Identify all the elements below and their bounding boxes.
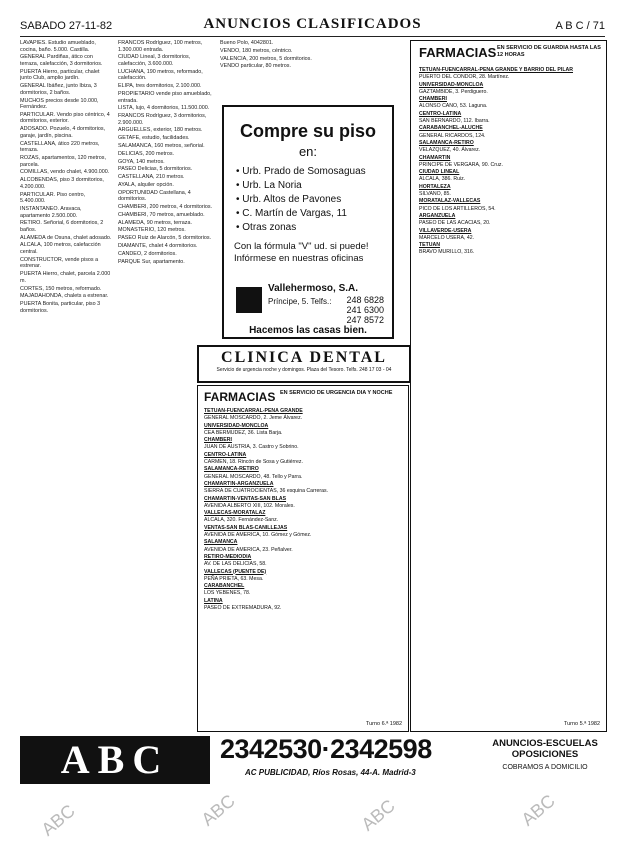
classified-ad: MAJADAHONDA, chalets a estrenar.: [20, 293, 109, 300]
pharmacy-entry: MARCELO USERA, 42.: [419, 234, 475, 241]
pharmacy-zone: SALAMANCA-RETIRO: [204, 466, 259, 473]
pharmacy-zone: HORTALEZA: [419, 183, 451, 190]
classified-ad: CANDEO, 2 dormitorios.: [118, 250, 177, 257]
pharmacy-entry: GENERAL MOSCARDO, 2. Jeme Álvarez.: [204, 415, 303, 422]
pharmacy-zone: ARGANZUELA: [419, 212, 456, 219]
pharmacy-entry: GENERAL MOSCARDO, 48. Tello y Parra.: [204, 473, 303, 480]
classified-ad: ALCALA, 100 metros, calefacción central.: [20, 242, 101, 256]
farmacias-urgencia-footnote: Turno 6.ª 1982: [365, 721, 402, 727]
pharmacy-zone: RETIRO-MEDIODIA: [204, 553, 252, 560]
ad-location-item: • C. Martín de Vargas, 11: [236, 208, 347, 219]
classified-ad: CORTES, 150 metros, reformado.: [20, 285, 102, 292]
ad-headline: Compre su piso: [239, 121, 377, 141]
classified-ad: VENDO particular, 80 metros.: [220, 63, 292, 70]
classified-ad: ALCOBENDAS, piso 3 dormitorios, 4.200.000.: [20, 177, 104, 190]
pharmacy-entry: PASEO DE EXTREMADURA, 92.: [204, 605, 282, 612]
pharmacy-zone: VALLECAS-MORATALAZ: [204, 510, 266, 517]
pharmacy-entry: PRINCIPE DE VERGARA, 90. Cruz.: [419, 161, 503, 168]
pharmacy-entry: LOS YEBENES, 78.: [204, 590, 251, 597]
pharmacy-zone: CHAMARTIN-VENTAS-SAN BLAS: [204, 495, 287, 502]
farmacias-guardia-subtitle: EN SERVICIO DE GUARDIA HASTA LAS 12 HORAS: [497, 45, 601, 58]
classified-ad: AYALA, alquiler opción.: [118, 181, 174, 188]
classifieds-column-3: [220, 40, 395, 100]
ad-slogan: Hacemos las casas bien.: [249, 325, 367, 336]
classified-ad: PARTICULAR. Piso centro, 5.400.000.: [20, 191, 86, 205]
page-header: [20, 14, 605, 37]
classified-ad: CHAMBERI, 70 metros, amueblado.: [118, 211, 205, 218]
classified-ad: SALAMANCA, 160 metros, señorial.: [118, 143, 205, 149]
classified-ad: DIAMANTE, chalet 4 dormitorios.: [118, 242, 198, 249]
classified-ad: ADOSADO. Pozuelo, 4 dormitorios, garaje, jardín, piscina.: [20, 126, 106, 139]
farmacias-guardia-footnote: Turno 5.ª 1982: [563, 721, 600, 727]
pharmacy-entry: CEA BERMUDEZ, 36. Lista Barja.: [204, 429, 283, 436]
watermark-1: ABC: [37, 800, 79, 840]
pharmacy-entry: GAZTAMBIDE, 3. Perdiguero.: [419, 88, 488, 95]
farmacias-urgencia-title: FARMACIAS: [204, 390, 276, 404]
classified-ad: MUCHOS precios desde 10.000, Fernández.: [20, 97, 99, 111]
schools-note: COBRAMOS A DOMICILIO: [502, 764, 588, 771]
footer-phones: 2342530·2342598: [220, 734, 432, 764]
classified-ad: PASEO Delicias, 5 dormitorios.: [118, 166, 193, 173]
pharmacy-entry: CARMEN, 18. Rincón de Sosa y Gutiérrez.: [204, 459, 303, 466]
classified-ad: ALAMEDA de Osuna, chalet adosado.: [20, 234, 112, 241]
pharmacy-entry: AV. DE LAS DELICIAS, 58.: [204, 561, 267, 568]
clinica-subtitle: Servicio de urgencia noche y domingos. Plaza del Tesoro. Telfs. 248 17 03 - 04: [216, 367, 392, 373]
farmacias-guardia-box: [410, 40, 607, 732]
phone-1: 248 6828: [346, 295, 384, 305]
header-date: SABADO 27-11-82: [20, 20, 113, 32]
farmacias-urgencia-subtitle: EN SERVICIO DE URGENCIA DIA Y NOCHE: [280, 390, 393, 396]
footer-ad: [20, 736, 605, 784]
classifieds-column-1: [20, 40, 112, 732]
classified-ad: FRANCOS Rodríguez, 3 dormitorios, 2.900.000.: [118, 113, 207, 126]
classified-ad: ROZAS, apartamentos, 120 metros, parcela.: [20, 155, 106, 168]
pharmacy-zone: CENTRO-LATINA: [419, 110, 462, 117]
classified-ad: ELIPA, tres dormitorios, 2.100.000.: [118, 83, 202, 90]
vallehermoso-ad: [222, 105, 394, 339]
ad-en: en:: [298, 144, 318, 159]
classified-ad: PROPIETARIO vende piso amueblado, entrada.: [118, 90, 212, 104]
pharmacy-entry: PASEO DE LAS ACACIAS, 20.: [419, 220, 491, 227]
ad-formula: Con la fórmula "V" ud. si puede! Infórmese en nuestras oficinas: [234, 241, 369, 264]
pharmacy-entry: AVENIDA DE AMERICA, 10. Gómez y Gómez.: [204, 532, 312, 539]
watermark-4: ABC: [517, 790, 559, 830]
pharmacy-zone: CHAMBERI: [419, 96, 447, 103]
classified-ad: PASEO Ruiz de Alarcón, 5 dormitorios.: [118, 235, 212, 242]
footer-schools: [485, 738, 605, 771]
pharmacy-zone: SALAMANCA: [204, 539, 238, 546]
ad-locations: [236, 165, 392, 235]
clinica-dental-ad: [197, 345, 411, 383]
pharmacy-entry: PEÑA PRIETA, 63. Mesa.: [204, 575, 264, 582]
classified-ad: VENDO, 180 metros, céntrico.: [220, 47, 293, 54]
pharmacy-zone: CHAMBERI: [204, 437, 232, 444]
phone-2: 241 6300: [346, 305, 384, 315]
classified-ad: COMILLAS, vendo chalet, 4.900.000.: [20, 169, 110, 176]
pharmacy-zone: TETUAN-FUENCARRAL-PEÑA GRANDE: [204, 408, 303, 414]
pharmacy-entry: AVENIDA DE AMERICA, 23. Peñalver.: [204, 546, 293, 553]
pharmacy-entry: JUAN DE AUSTRIA, 3. Castro y Sobrino.: [204, 444, 299, 451]
classified-ad: CONSTRUCTOR, vende pisos a estrenar.: [20, 256, 99, 270]
classified-ad: OPORTUNIDAD Castellana, 4 dormitorios.: [118, 189, 191, 203]
classified-ad: PUERTA Hierro, particular, chalet junto Club, amplio jardín.: [20, 68, 100, 82]
pharmacy-entry: ALCALA, 386. Ruiz.: [419, 176, 466, 183]
classified-ad: MONASTERIO, 120 metros.: [118, 227, 186, 234]
classified-ad: INSTANTANEO. Aravaca, apartamento 2.500.000.: [20, 205, 82, 219]
classified-ad: GENERAL Ibáñez, junto Ibiza, 3 dormitorios, 2 baños.: [20, 83, 97, 96]
classified-ad: PARQUE Sur, apartamento.: [118, 258, 185, 265]
company-phones: [346, 295, 384, 325]
classified-ad: PARTICULAR. Vendo piso céntrico, 4 dormitorios, exterior.: [20, 111, 110, 125]
classified-ad: ARGUELLES, exterior, 180 metros.: [118, 127, 203, 134]
pharmacy-zone: VENTAS-SAN BLAS-CANILLEJAS: [204, 524, 288, 531]
classified-ad: LUCHANA, 190 metros, reformado, calefacción.: [118, 68, 203, 82]
ad-location-item: • Urb. Prado de Somosaguas: [236, 166, 366, 177]
watermark-3: ABC: [357, 795, 399, 835]
pharmacy-entry: SIERRA DE CUATROCIENTAS, 36 esquina Carreras.: [204, 488, 329, 495]
farmacias-urgencia-box: [197, 385, 409, 732]
classified-ad: PUERTA Hierro, chalet, parcela 2.000 m.: [20, 271, 111, 284]
classified-ad: CASTELLANA, 210 metros.: [118, 174, 185, 181]
company-address: Príncipe, 5. Telfs.:: [268, 297, 332, 306]
pharmacy-zone: MORATALAZ-VALLECAS: [419, 198, 481, 205]
classified-ad: CIUDAD Lineal, 3 dormitorios, calefacción, 3.600.000.: [118, 54, 191, 67]
company-name: Vallehermoso, S.A.: [268, 283, 359, 294]
pharmacy-entry: BRAVO MURILLO, 316.: [419, 249, 475, 256]
ad-location-item: • Urb. Altos de Pavones: [236, 194, 342, 205]
pharmacy-zone: UNIVERSIDAD-MONCLOA: [419, 81, 484, 88]
classified-ad: VALENCIA, 200 metros, 5 dormitorios.: [220, 55, 312, 62]
classified-ad: GETAFE, estudio, facilidades.: [118, 135, 190, 142]
pharmacy-entry: SAN BERNARDO, 112. Ibarra.: [419, 118, 490, 125]
classified-ad: ALAMEDA, 90 metros, terraza.: [118, 219, 192, 226]
schools-title: ANUNCIOS-ESCUELAS OPOSICIONES: [492, 738, 598, 760]
pharmacy-zone: SALAMANCA-RETIRO: [419, 139, 474, 146]
phone-3: 247 8572: [346, 315, 384, 325]
ad-location-item: • Urb. La Noria: [236, 180, 302, 191]
classified-ad: RETIRO. Señorial, 6 dormitorios, 2 baños.: [20, 220, 104, 233]
pharmacy-entry: SILVANO, 85.: [419, 191, 451, 198]
pharmacy-zone: LATINA: [204, 597, 223, 604]
pharmacy-entry: ALONSO CANO, 53. Laguna.: [419, 103, 488, 110]
abc-logo: ABC: [20, 736, 210, 784]
pharmacy-entry: VELAZQUEZ, 40. Álvarez.: [419, 147, 481, 154]
pharmacy-zone: VILLAVERDE-USERA: [419, 227, 472, 234]
pharmacy-entry: PICO DE LOS ARTILLEROS, 54.: [419, 205, 496, 212]
company-logo: [236, 287, 262, 313]
pharmacy-zone: CARABANCHEL-ALUCHE: [419, 125, 483, 132]
farmacias-urgencia-list: [204, 408, 402, 712]
classified-ad: Bueno Polo, 4042801.: [220, 40, 274, 46]
pharmacy-entry: GENERAL RICARDOS, 124.: [419, 132, 486, 139]
classified-ad: GOYA, 140 metros.: [118, 158, 165, 165]
pharmacy-zone: TETUAN: [419, 242, 441, 249]
pharmacy-entry: ALCALA, 320. Fernández-Sanz.: [204, 517, 279, 524]
farmacias-guardia-list: [419, 67, 599, 712]
pharmacy-entry: AVENIDA ALBERTO XIII, 102. Morales.: [204, 502, 295, 509]
classified-ad: CHAMBERI, 200 metros, 4 dormitorios.: [118, 204, 213, 211]
ad-location-item: • Otras zonas: [236, 222, 297, 233]
clinica-title: CLINICA DENTAL: [221, 349, 387, 366]
pharmacy-zone: CHAMARTIN-ARGANZUELA: [204, 480, 274, 487]
classified-ad: GENERAL Pardiñas, ático con terraza, calefacción, 3 dormitorios.: [20, 54, 103, 67]
classified-ad: DELICIAS, 200 metros.: [118, 150, 175, 157]
footer-agency: AC PUBLICIDAD, Ríos Rosas, 44-A. Madrid-3: [245, 768, 416, 777]
pharmacy-zone: CHAMARTIN: [419, 154, 451, 161]
pharmacy-entry: PUERTO DEL CONDOR, 28. Martínez.: [419, 74, 510, 81]
pharmacy-zone: CENTRO-LATINA: [204, 451, 247, 458]
header-page-number: A B C / 71: [555, 20, 605, 32]
classified-ad: PUERTA Bonita, particular, piso 3 dormitorios.: [20, 301, 101, 314]
classified-ad: CASTELLANA, ático 220 metros, terraza.: [20, 140, 100, 154]
classified-ad: LAVAPIES. Estudio amueblado, cocina, baño. 5.000. Castilla.: [20, 40, 96, 53]
pharmacy-zone: CARABANCHEL: [204, 583, 245, 590]
pharmacy-zone: VALLECAS (PUENTE DE): [204, 568, 267, 575]
pharmacy-zone: TETUAN-FUENCARRAL-PEÑA GRANDE Y BARRIO DEL PILAR: [419, 67, 573, 73]
pharmacy-zone: UNIVERSIDAD-MONCLOA: [204, 422, 269, 429]
classified-ad: FRANCOS Rodríguez, 100 metros, 1.300.000 entrada.: [118, 40, 203, 53]
pharmacy-zone: CIUDAD LINEAL: [419, 169, 460, 176]
ad-company-block: [236, 283, 386, 323]
watermark-2: ABC: [197, 790, 239, 830]
farmacias-guardia-title: FARMACIAS: [419, 45, 497, 60]
classified-ad: LISTA, lujo, 4 dormitorios, 11.500.000.: [118, 105, 210, 112]
header-title: ANUNCIOS CLASIFICADOS: [203, 16, 422, 32]
